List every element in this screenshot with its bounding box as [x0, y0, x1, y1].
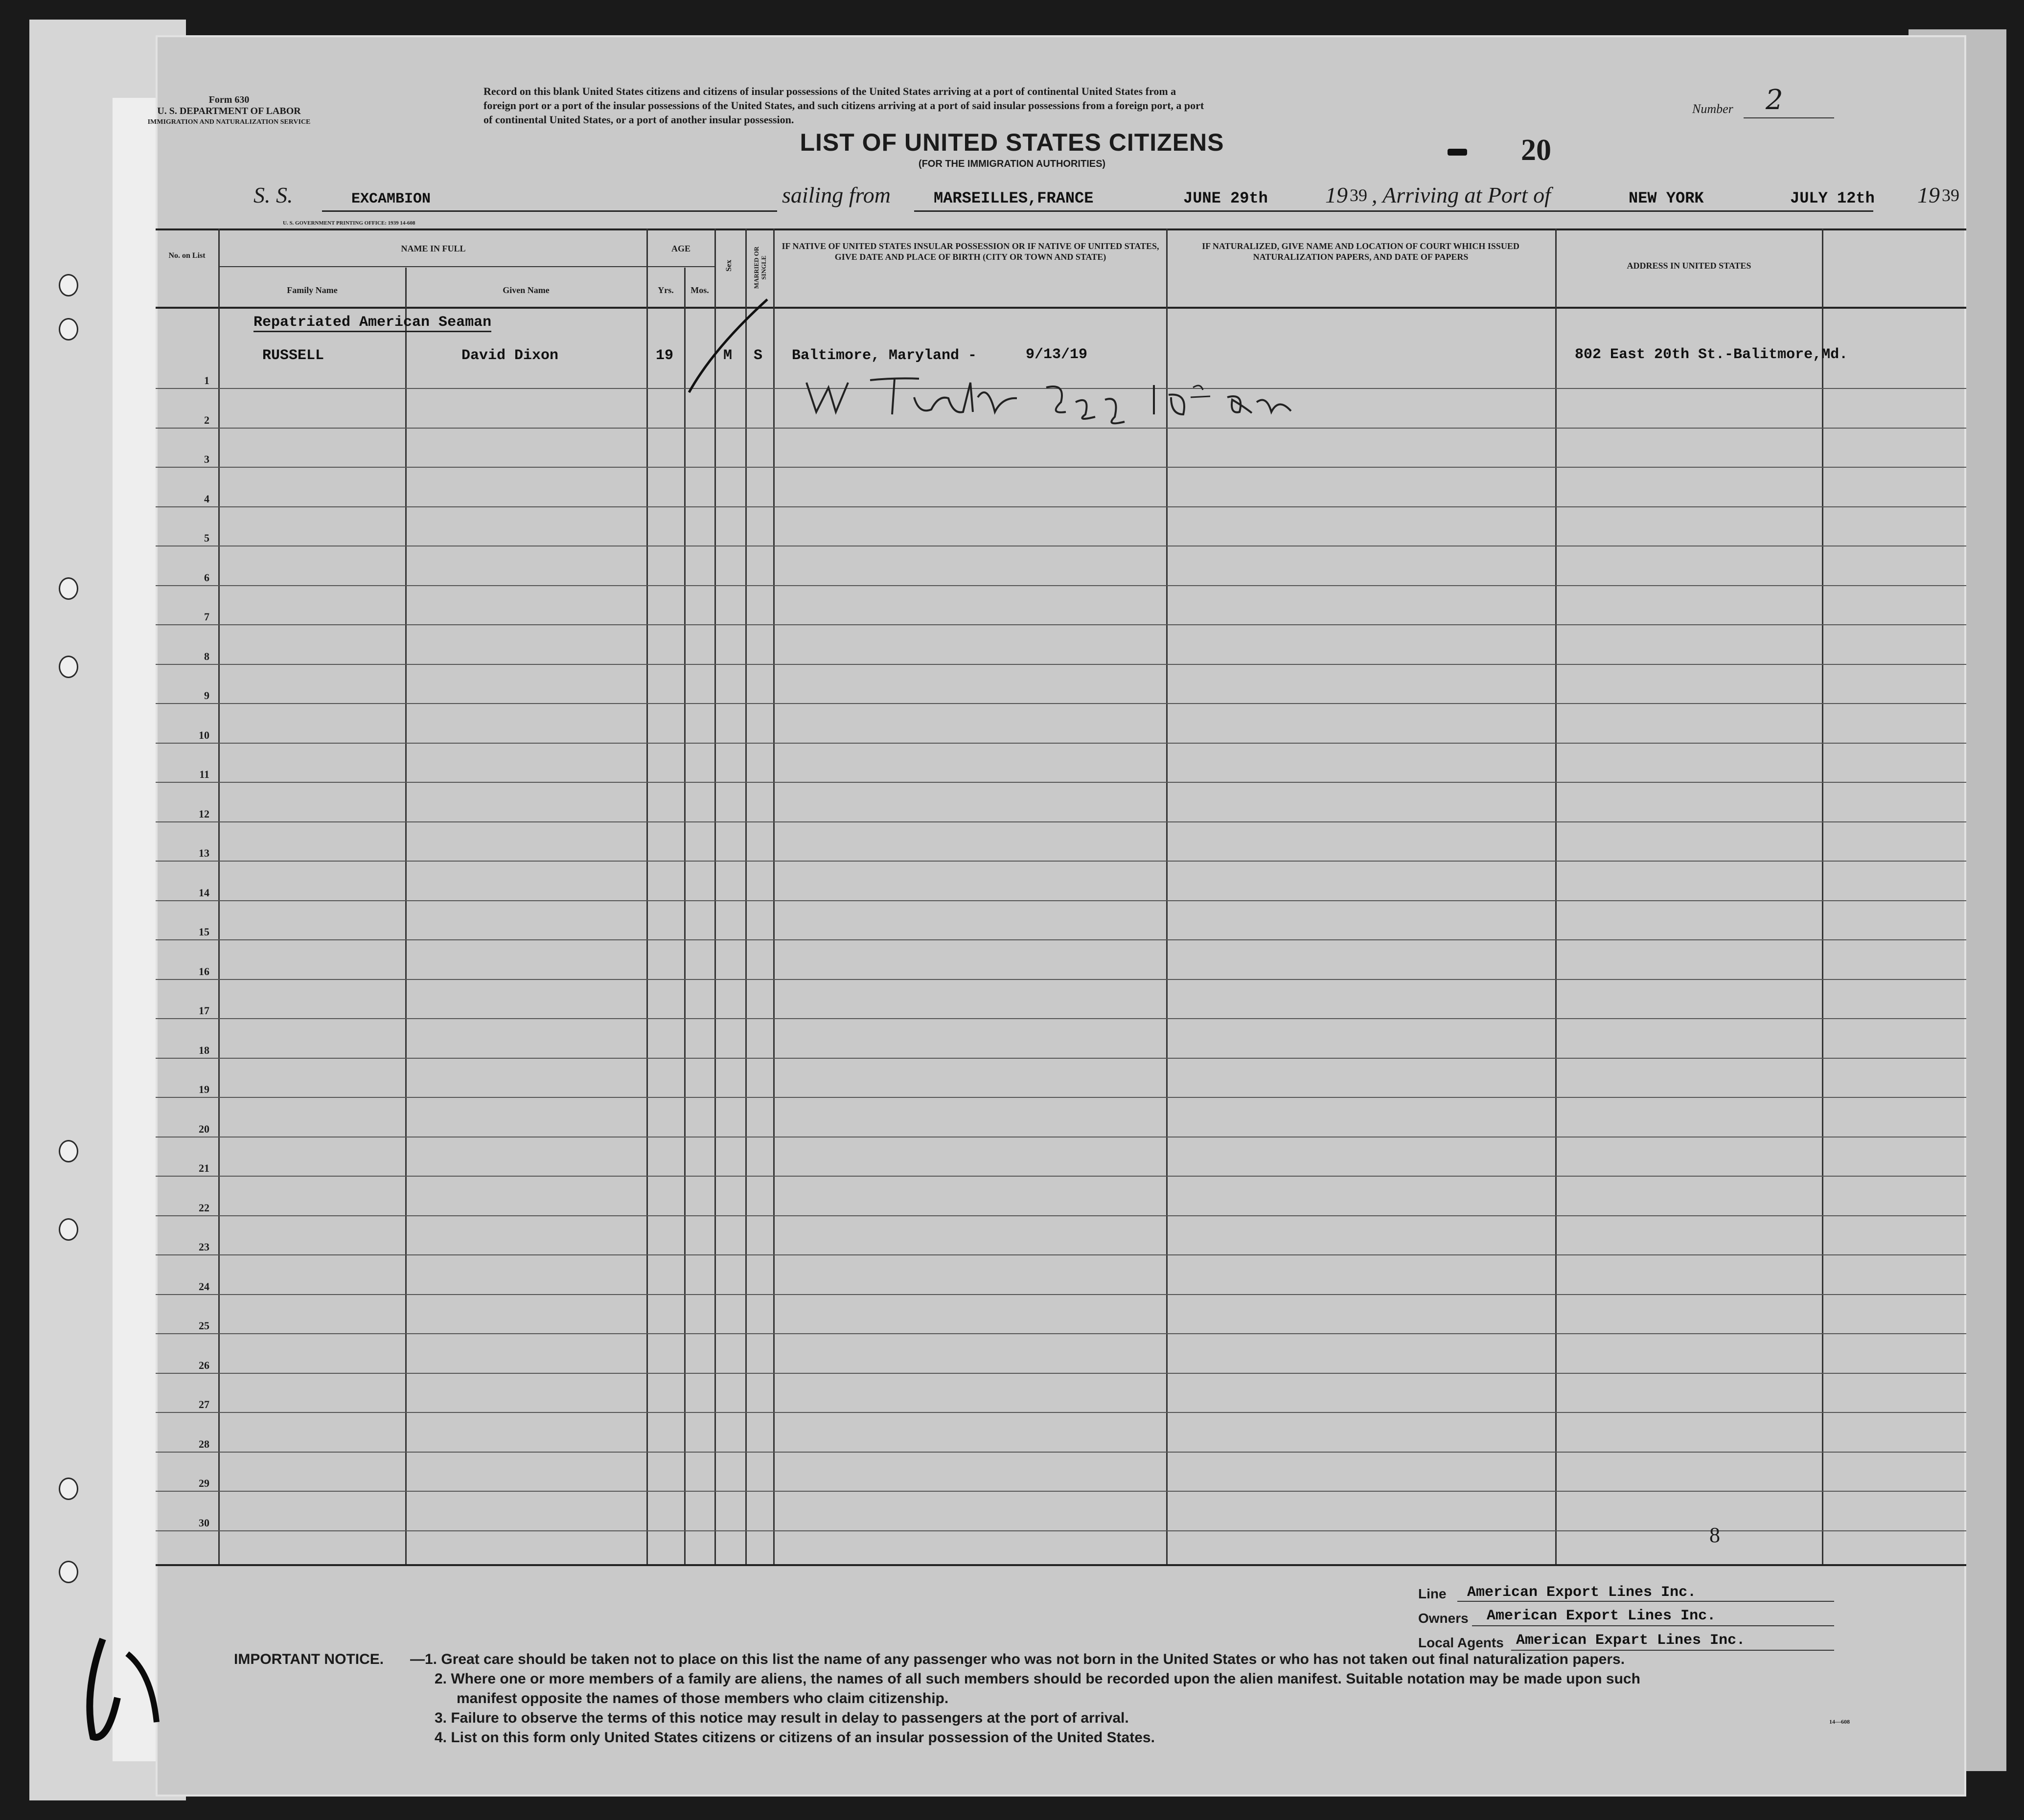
header-mos: Mos. [690, 285, 709, 295]
page-title: LIST OF UNITED STATES CITIZENS [800, 129, 1224, 156]
notice-heading: IMPORTANT NOTICE. [234, 1651, 384, 1667]
row-line [156, 821, 1966, 822]
row-line [156, 782, 1966, 783]
sailing-label: sailing from [782, 182, 891, 207]
row-line [156, 900, 1966, 901]
binder-hole [59, 1140, 78, 1162]
intro-line: Record on this blank United States citizens and citizens of insular possessions of the United States arriving at a port of continental United States from a [483, 85, 1176, 97]
page-subtitle: (FOR THE IMMIGRATION AUTHORITIES) [918, 159, 1106, 169]
row-number: 14 [199, 886, 209, 899]
row-number: 29 [199, 1477, 209, 1489]
row-line [156, 1176, 1966, 1177]
header-yrs: Yrs. [658, 285, 674, 295]
binder-hole [59, 318, 78, 341]
agents-value: American Expart Lines Inc. [1516, 1632, 1746, 1649]
row-number: 24 [199, 1280, 209, 1293]
row-line [156, 703, 1966, 704]
line-underline [1457, 1601, 1834, 1602]
row-line [156, 1018, 1966, 1019]
binder-hole [59, 656, 78, 678]
row-line [156, 1215, 1966, 1216]
row-line [156, 1452, 1966, 1453]
arriving-label: , Arriving at Port of [1372, 182, 1551, 207]
owners-value: American Export Lines Inc. [1487, 1608, 1716, 1624]
row-number: 12 [199, 807, 209, 820]
row-line [156, 1294, 1966, 1295]
notice-item-3: 3. Failure to observe the terms of this notice may result in delay to passengers at the port of arrival. [435, 1710, 1129, 1726]
row-number: 30 [199, 1516, 209, 1529]
binder-hole [59, 1478, 78, 1500]
form-code: 14—608 [1829, 1718, 1850, 1725]
row-line [156, 1333, 1966, 1334]
row-line [156, 743, 1966, 744]
department: U. S. DEPARTMENT OF LABOR [157, 106, 301, 116]
year-prefix: 19 [1325, 182, 1348, 207]
header-age: AGE [671, 244, 690, 253]
notice-item-2: 2. Where one or more members of a family are aliens, the names of all such members should be recorded upon the alien manifest. Suitable notation may be made upon such [435, 1671, 1640, 1687]
birth-place-cell: Baltimore, Maryland - [792, 347, 977, 364]
row-number: 9 [204, 689, 209, 702]
header-sex: Sex [725, 260, 733, 272]
row-number: 22 [199, 1201, 209, 1214]
row-number: 21 [199, 1162, 209, 1174]
arrival-port: NEW YORK [1629, 189, 1704, 207]
row-number: 17 [199, 1004, 209, 1017]
row-number: 10 [199, 728, 209, 741]
row-line [156, 664, 1966, 665]
birth-date-cell: 9/13/19 [1026, 346, 1088, 363]
binder-hole [59, 1561, 78, 1583]
row-number: 2 [204, 413, 209, 426]
section-label: Repatriated American Seaman [253, 314, 491, 332]
row-number: 8 [204, 650, 209, 662]
header-given-name: Given Name [503, 285, 550, 295]
header-naturalized: IF NATURALIZED, GIVE NAME AND LOCATION OF COURT WHICH ISSUED NATURALIZATION PAPERS, AND DATE OF PAPERS [1202, 241, 1519, 262]
row-number: 20 [199, 1122, 209, 1135]
header-native: IF NATIVE OF UNITED STATES INSULAR POSSESSION OR IF NATIVE OF UNITED STATES, GIVE DATE AND PLACE OF BIRTH (CITY OR TOWN AND STATE) [782, 241, 1159, 262]
form-number: Form 630 [208, 94, 250, 105]
line-label: Line [1418, 1586, 1447, 1601]
row-number: 25 [199, 1320, 209, 1332]
row-line [156, 1412, 1966, 1413]
departure-year: 39 [1350, 185, 1367, 205]
year-prefix: 19 [1917, 182, 1940, 207]
intro-line: of continental United States, or a port of another insular possession. [483, 114, 794, 126]
row-line [156, 939, 1966, 940]
header-no-on-list: No. on List [168, 251, 206, 260]
row-number: 11 [199, 768, 209, 780]
marital-cell: S [754, 347, 763, 364]
header-address: ADDRESS IN UNITED STATES [1627, 261, 1751, 271]
row-number: 28 [199, 1437, 209, 1450]
family-name-cell: RUSSELL [262, 347, 324, 364]
row-line [156, 861, 1966, 862]
handwritten-annotation [802, 368, 1389, 427]
owners-underline [1472, 1625, 1834, 1626]
row-number: 23 [199, 1241, 209, 1253]
ss-label: S. S. [253, 182, 293, 207]
row-line [156, 1373, 1966, 1374]
arrival-date: JULY 12th [1790, 189, 1875, 207]
notice-item-2-cont: manifest opposite the names of those members who claim citizenship. [457, 1690, 949, 1706]
printing-office: U. S. GOVERNMENT PRINTING OFFICE: 1939 14-608 [283, 220, 415, 226]
address-cell: 802 East 20th St.-Balitmore,Md. [1575, 346, 1848, 363]
header-name-in-full: NAME IN FULL [401, 244, 466, 253]
number-value: 2 [1766, 84, 1783, 116]
row-line [156, 1097, 1966, 1098]
row-line [156, 979, 1966, 980]
departure-date: JUNE 29th [1183, 189, 1268, 207]
given-name-cell: David Dixon [461, 347, 559, 364]
row-line [156, 1058, 1966, 1059]
sex-cell: M [723, 347, 733, 364]
binder-hole [59, 577, 78, 600]
binder-hole [59, 1218, 78, 1241]
notice-item-4: 4. List on this form only United States citizens or citizens of an insular possession of the United States. [435, 1729, 1155, 1746]
service: IMMIGRATION AND NATURALIZATION SERVICE [147, 118, 311, 126]
arrival-year: 39 [1942, 185, 1959, 205]
row-line [156, 1254, 1966, 1255]
row-number: 1 [204, 374, 209, 387]
row-number: 13 [199, 847, 209, 859]
row-number: 7 [204, 611, 209, 623]
notice-item-1: —1. Great care should be taken not to place on this list the name of any passenger who was not born in the United States or who has not taken out final naturalization papers. [410, 1651, 1625, 1667]
intro-line: foreign port or a port of the insular possessions of the United States, and such citizens arriving at a port of said insular possessions from a foreign port, a port [483, 99, 1204, 112]
row-number: 4 [204, 492, 209, 505]
manifest-sheet [147, 35, 1966, 1797]
row-number: 6 [204, 571, 209, 584]
ship-name: EXCAMBION [351, 191, 431, 207]
row-number: 3 [204, 453, 209, 465]
passenger-table-rows [156, 35, 1966, 1601]
row-number: 16 [199, 965, 209, 978]
row-number: 19 [199, 1083, 209, 1095]
header-family-name: Family Name [287, 285, 338, 295]
page-number: 8 [1709, 1523, 1720, 1547]
row-line [156, 1137, 1966, 1138]
row-line [156, 624, 1966, 625]
row-number: 18 [199, 1044, 209, 1056]
row-line [156, 585, 1966, 586]
binder-hole [59, 274, 78, 296]
row-number: 27 [199, 1398, 209, 1410]
handwritten-scrawl [73, 1624, 171, 1752]
row-line [156, 506, 1966, 507]
line-value: American Export Lines Inc. [1467, 1584, 1697, 1601]
row-line [156, 1530, 1966, 1531]
header-married-single: MARRIED OR SINGLE [753, 246, 767, 289]
row-number: 15 [199, 926, 209, 938]
row-number: 26 [199, 1359, 209, 1371]
row-number: 5 [204, 532, 209, 544]
list-number: 20 [1521, 134, 1551, 167]
row-line [156, 428, 1966, 429]
owners-label: Owners [1418, 1611, 1469, 1626]
row-line [156, 467, 1966, 468]
handwritten-check-mark [684, 290, 782, 397]
number-label: Number [1692, 102, 1733, 116]
departure-port: MARSEILLES,FRANCE [934, 189, 1094, 207]
age-yrs-cell: 19 [656, 347, 674, 364]
row-line [156, 1491, 1966, 1492]
agents-label: Local Agents [1418, 1635, 1504, 1650]
